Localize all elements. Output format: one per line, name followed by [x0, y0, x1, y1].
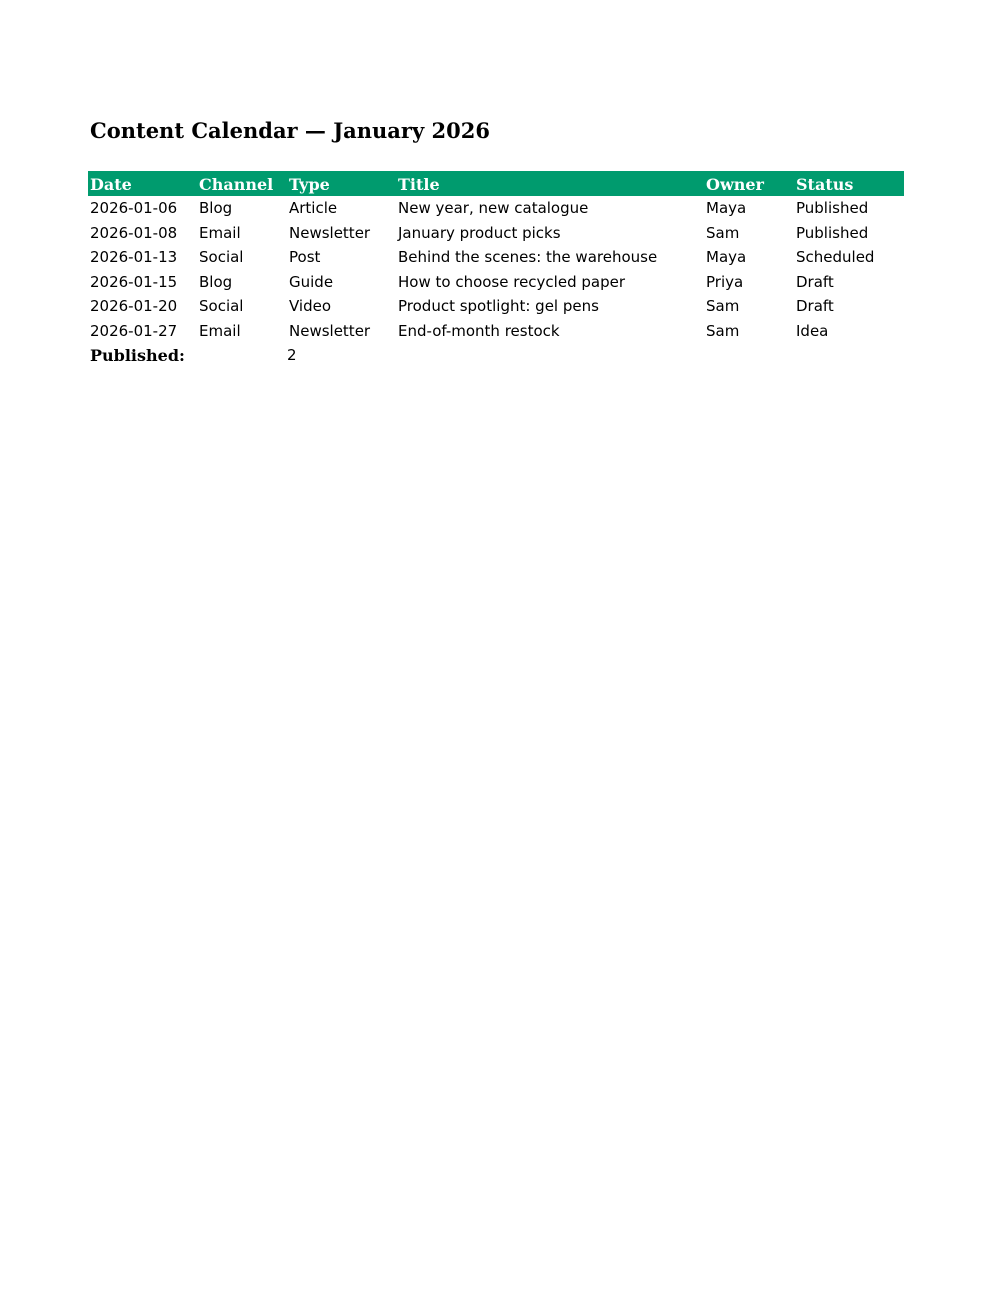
title-cell: End-of-month restock: [398, 321, 560, 340]
date-cell: 2026-01-27: [90, 321, 178, 340]
status-cell: Published: [796, 223, 869, 242]
title-cell: How to choose recycled paper: [398, 272, 625, 291]
column-header-status: Status: [796, 174, 854, 194]
status-cell: Scheduled: [796, 248, 875, 267]
empty-cell: [704, 343, 794, 368]
title-cell: January product picks: [398, 223, 561, 242]
column-header-title: Title: [398, 174, 440, 194]
header-row: [88, 171, 904, 196]
date-cell: 2026-01-15: [90, 272, 178, 291]
owner-cell: Sam: [706, 223, 740, 242]
status-cell: Published: [796, 199, 869, 218]
page-title: Content Calendar — January 2026: [90, 118, 490, 143]
date-cell: 2026-01-06: [90, 199, 178, 218]
table-row: [88, 196, 904, 221]
table-row: [88, 294, 904, 319]
column-header-type: Type: [289, 174, 330, 194]
column-header-date: Date: [90, 174, 132, 194]
status-cell: Draft: [796, 297, 834, 316]
empty-cell: [794, 343, 904, 368]
title-cell: Product spotlight: gel pens: [398, 297, 599, 316]
published-count-label: Published:: [90, 345, 185, 365]
column-header-channel: Channel: [199, 174, 274, 194]
channel-cell: Social: [199, 248, 244, 267]
type-cell: Video: [289, 297, 332, 316]
status-cell: Draft: [796, 272, 834, 291]
title-cell: Behind the scenes: the warehouse: [398, 248, 658, 267]
channel-cell: Social: [199, 297, 244, 316]
type-cell: Post: [289, 248, 321, 267]
summary-row: [88, 343, 904, 368]
type-cell: Newsletter: [289, 223, 371, 242]
type-cell: Guide: [289, 272, 334, 291]
type-cell: Article: [289, 199, 338, 218]
type-cell: Newsletter: [289, 321, 371, 340]
owner-cell: Maya: [706, 199, 747, 218]
date-cell: 2026-01-20: [90, 297, 178, 316]
channel-cell: Blog: [199, 199, 233, 218]
date-cell: 2026-01-08: [90, 223, 178, 242]
content-calendar-table: [88, 171, 904, 368]
channel-cell: Email: [199, 321, 241, 340]
status-cell: Idea: [796, 321, 829, 340]
owner-cell: Priya: [706, 272, 744, 291]
published-count-value: 2: [287, 346, 297, 365]
column-header-owner: Owner: [706, 174, 764, 194]
table-row: [88, 221, 904, 246]
owner-cell: Sam: [706, 321, 740, 340]
date-cell: 2026-01-13: [90, 248, 178, 267]
owner-cell: Sam: [706, 297, 740, 316]
channel-cell: Blog: [199, 272, 233, 291]
owner-cell: Maya: [706, 248, 747, 267]
title-cell: New year, new catalogue: [398, 199, 589, 218]
table-row: [88, 270, 904, 295]
channel-cell: Email: [199, 223, 241, 242]
table-row: [88, 245, 904, 270]
table-row: [88, 319, 904, 344]
empty-cell: [396, 343, 704, 368]
